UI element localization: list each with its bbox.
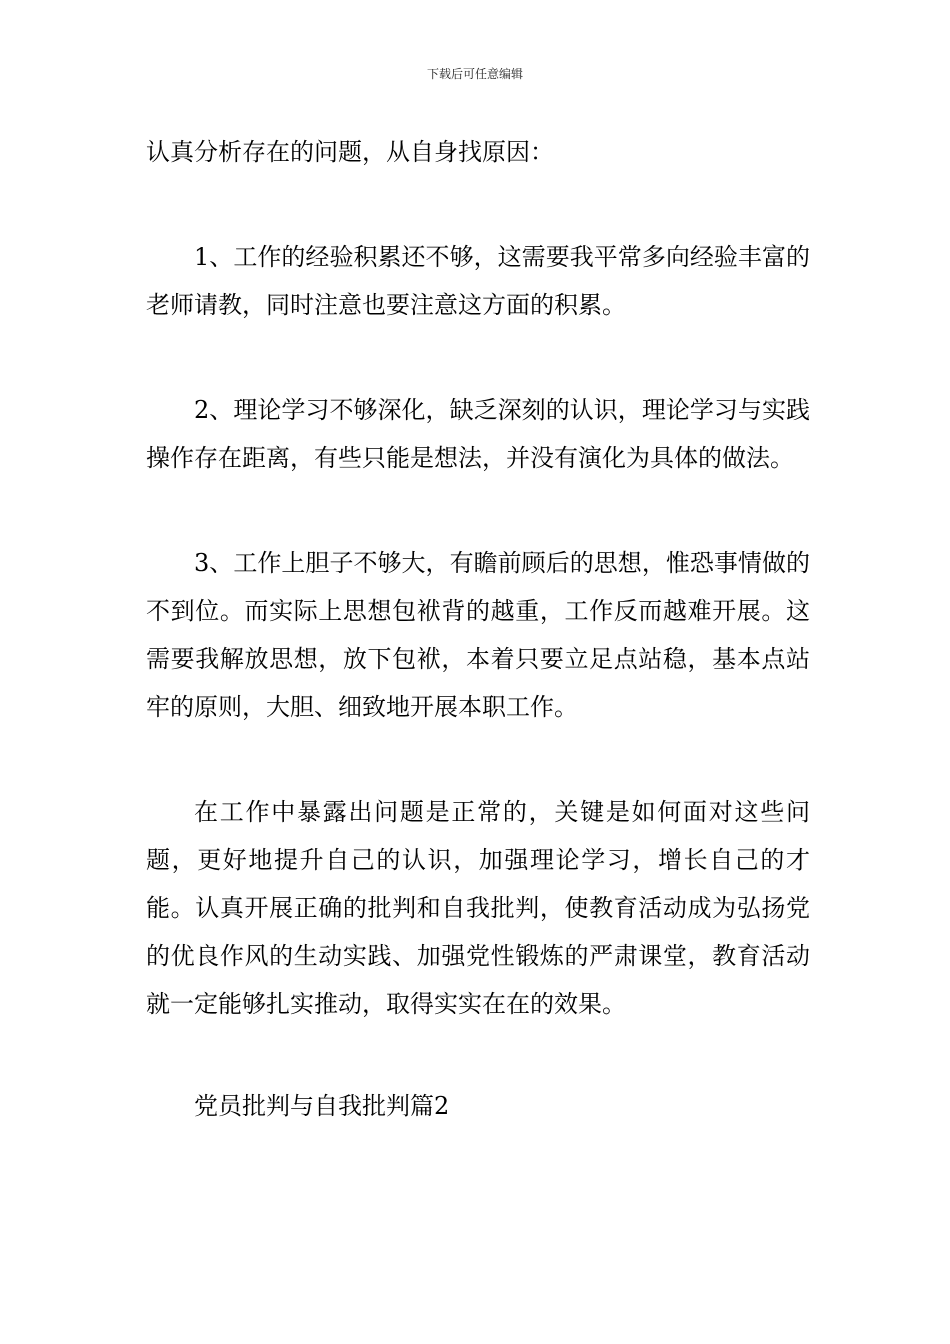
summary-paragraph: 在工作中暴露出问题是正常的，关键是如何面对这些问题，更好地提升自己的认识，加强理论学习，增长自己的才能。认真开展正确的批判和自我批判，使教育活动成为弘扬党的优良作风的生动实践、加强党性锻炼的严肃课堂，教育活动就一定能够扎实推动，取得实实在在的效果。 [146,798,810,1018]
point-1-paragraph: 1、工作的经验积累还不够，这需要我平常多向经验丰富的老师请教，同时注意也要注意这方面的积累。 [146,243,810,319]
section-heading: 党员批判与自我批判篇2 [194,1092,450,1120]
point-2-paragraph: 2、理论学习不够深化，缺乏深刻的认识，理论学习与实践操作存在距离，有些只能是想法，并没有演化为具体的做法。 [146,396,810,472]
page-header: 下载后可任意编辑 [426,67,523,81]
intro-paragraph: 认真分析存在的问题，从自身找原因： [146,138,554,166]
document-body [146,128,810,1130]
point-3-paragraph: 3、工作上胆子不够大，有瞻前顾后的思想，惟恐事情做的不到位。而实际上思想包袱背的越重，工作反而越难开展。这需要我解放思想，放下包袱，本着只要立足点站稳，基本点站牢的原则，大胆、细致地开展本职工作。 [146,549,810,721]
